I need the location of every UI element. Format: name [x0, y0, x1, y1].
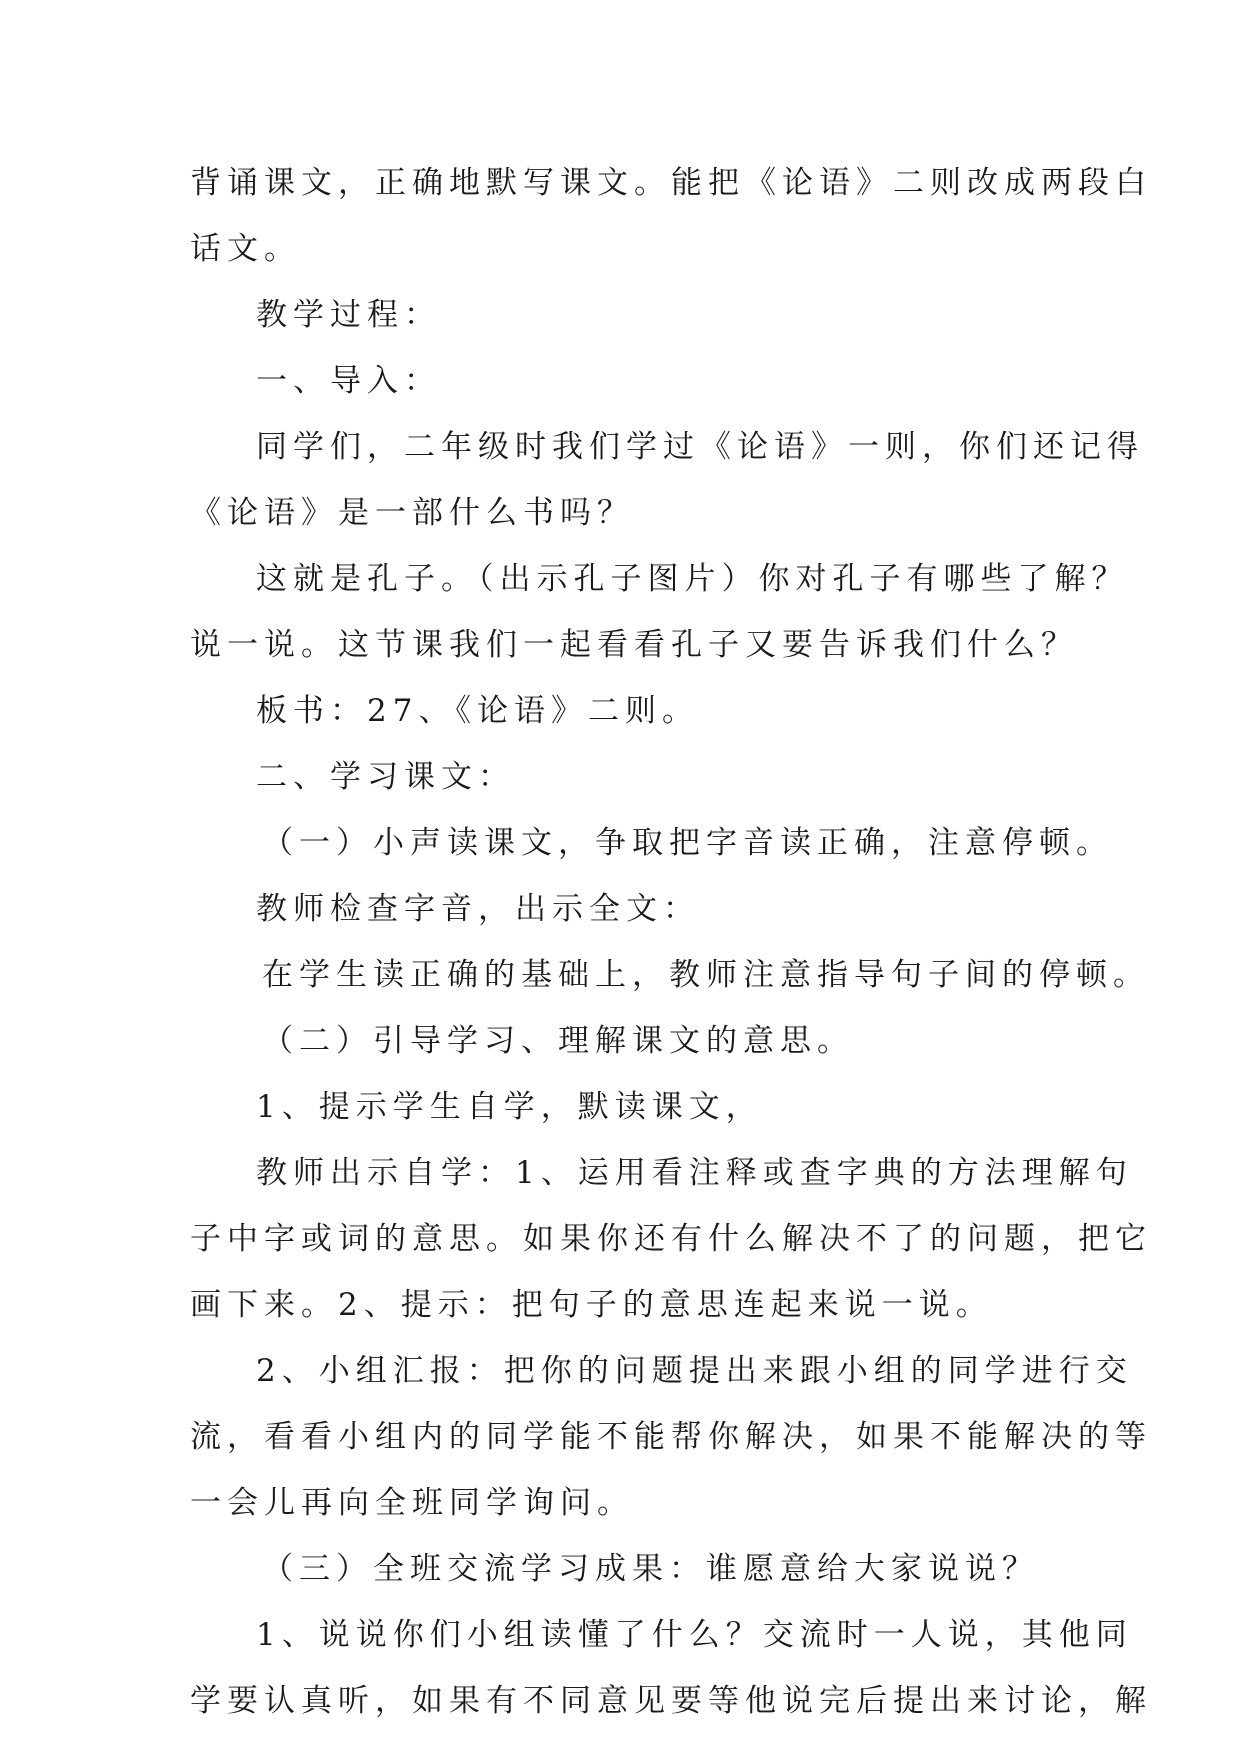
paragraph-self-study-instructions — [190, 1140, 1152, 1338]
text-line: （一）小声读课文，争取把字音读正确，注意停顿。 — [262, 825, 1113, 861]
text-line: 1、提示学生自学，默读课文， — [256, 1089, 763, 1125]
paragraph-objective-cont — [190, 150, 1152, 282]
text-line: 1、说说你们小组读懂了什么？交流时一人说，其他同 — [256, 1617, 1133, 1653]
text-line: 说一说。这节课我们一起看看孔子又要告诉我们什么？ — [190, 627, 1078, 663]
text-line: 画下来。2、提示：把句子的意思连起来说一说。 — [190, 1287, 993, 1323]
paragraph-board-writing — [190, 678, 1070, 744]
text-line: 子中字或词的意思。如果你还有什么解决不了的问题，把它 — [190, 1221, 1152, 1257]
text-line: 板书：27、《论语》二则。 — [256, 693, 699, 729]
paragraph-group-understanding — [190, 1602, 1152, 1734]
paragraph-teacher-check — [190, 876, 1070, 942]
heading-teaching-process — [190, 282, 1070, 348]
text-line: 一会儿再向全班同学询问。 — [190, 1485, 634, 1521]
subheading-class-exchange — [190, 1536, 1070, 1602]
paragraph-group-report — [190, 1338, 1152, 1536]
paragraph-students-question — [190, 414, 1144, 546]
text-line: 话文。 — [190, 231, 301, 267]
text-line: 教师检查字音，出示全文： — [256, 891, 700, 927]
subheading-guided-study — [190, 1008, 1070, 1074]
text-line: 《论语》是一部什么书吗？ — [190, 495, 634, 531]
paragraph-self-study-prompt — [190, 1074, 1070, 1140]
text-line: 一、导入： — [256, 363, 441, 399]
heading-introduction — [190, 348, 1070, 414]
text-line: 学要认真听，如果有不同意见要等他说完后提出来讨论，解 — [190, 1683, 1152, 1719]
text-line: （三）全班交流学习成果：谁愿意给大家说说？ — [262, 1551, 1039, 1587]
paragraph-confucius — [190, 546, 1129, 678]
text-line: 在学生读正确的基础上，教师注意指导句子间的停顿。 — [262, 957, 1150, 993]
text-line: 2、小组汇报：把你的问题提出来跟小组的同学进行交 — [256, 1353, 1133, 1389]
text-line: 二、学习课文： — [256, 759, 515, 795]
subheading-read-aloud — [190, 810, 1113, 876]
text-line: 教师出示自学：1、运用看注释或查字典的方法理解句 — [256, 1155, 1133, 1191]
heading-study-text — [190, 744, 1070, 810]
text-line: 同学们，二年级时我们学过《论语》一则，你们还记得 — [256, 429, 1144, 465]
text-line: 这就是孔子。（出示孔子图片）你对孔子有哪些了解？ — [256, 561, 1129, 597]
text-line: 背诵课文，正确地默写课文。能把《论语》二则改成两段白 — [190, 165, 1152, 201]
text-line: 流，看看小组内的同学能不能帮你解决，如果不能解决的等 — [190, 1419, 1152, 1455]
paragraph-pause-guidance — [190, 942, 1150, 1008]
text-line: 教学过程： — [256, 297, 441, 333]
text-line: （二）引导学习、理解课文的意思。 — [262, 1023, 854, 1059]
